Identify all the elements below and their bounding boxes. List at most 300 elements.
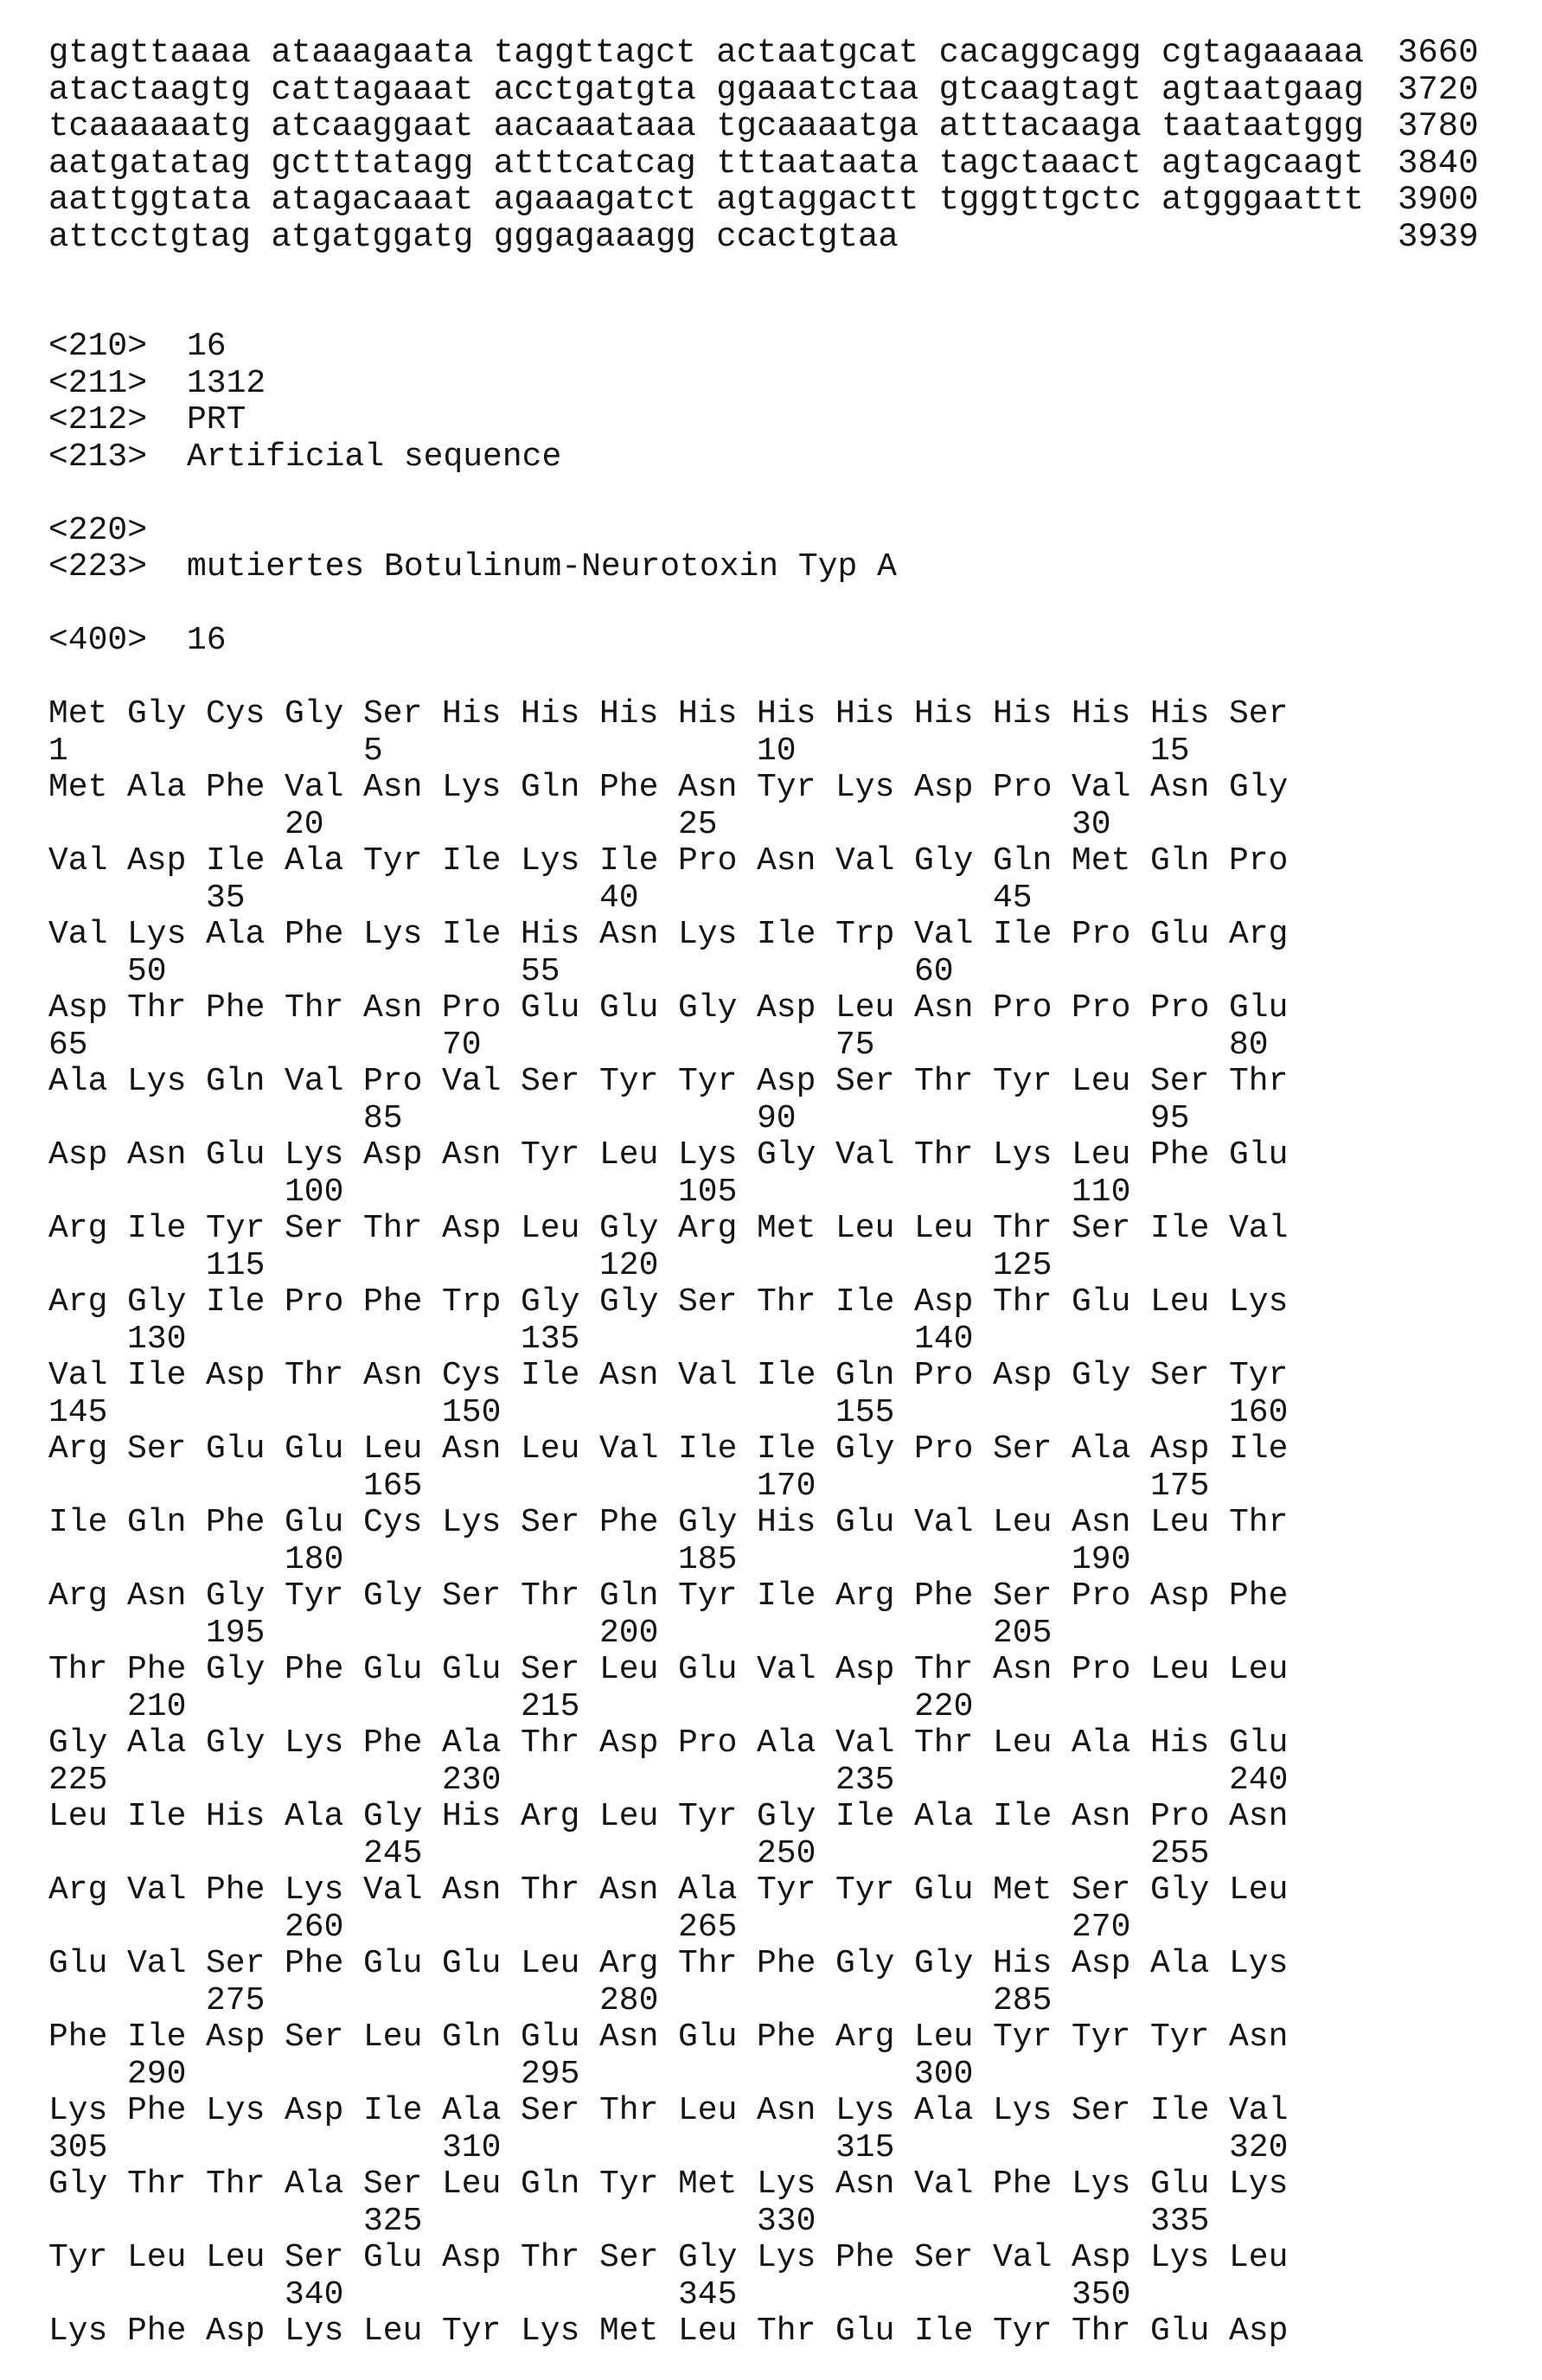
residue-number: 245 — [363, 1836, 422, 1873]
dna-position-number: 3720 — [1398, 72, 1479, 109]
residue: Leu — [1150, 1505, 1209, 1542]
residue: Glu — [1150, 2313, 1209, 2351]
residue: Ile — [48, 1505, 107, 1542]
residue: Ser — [1150, 1064, 1209, 1101]
protein-residue-line — [0, 1799, 1542, 1836]
residue-number: 170 — [757, 1468, 816, 1506]
residue: Ser — [521, 2093, 579, 2130]
protein-residue-line — [0, 843, 1542, 880]
field-tag: <400> — [48, 623, 147, 660]
residue-number-line — [0, 1615, 1542, 1653]
dna-group: aacaaataaa — [494, 108, 696, 145]
residue: Gly — [757, 1799, 816, 1836]
residue: Ile — [127, 1211, 186, 1248]
residue: Gly — [1229, 770, 1288, 807]
residue-number-line — [0, 954, 1542, 991]
residue-number: 5 — [363, 733, 383, 771]
residue: Thr — [914, 1725, 973, 1763]
residue: Val — [1229, 1211, 1288, 1248]
residue: Glu — [1150, 917, 1209, 954]
residue: Ala — [757, 1725, 816, 1763]
residue-number-line — [0, 1027, 1542, 1065]
residue-number: 125 — [993, 1248, 1052, 1285]
residue: Phe — [1150, 1137, 1209, 1174]
residue: Phe — [206, 1505, 265, 1542]
dna-group: acctgatgta — [494, 72, 696, 109]
residue: Tyr — [442, 2313, 501, 2351]
residue: Asn — [1072, 1505, 1130, 1542]
residue-number: 30 — [1072, 807, 1111, 844]
residue: Ile — [442, 843, 501, 880]
protein-residue-line — [0, 2166, 1542, 2204]
field-value: PRT — [187, 402, 246, 439]
residue: Thr — [1229, 1505, 1288, 1542]
residue-number-line — [0, 1689, 1542, 1726]
residue: Pro — [285, 1284, 343, 1321]
residue: Lys — [835, 2093, 894, 2130]
residue: Tyr — [757, 770, 816, 807]
residue: Ile — [599, 843, 658, 880]
residue: Ser — [521, 1652, 579, 1689]
residue-number: 40 — [599, 880, 639, 918]
residue: Arg — [835, 2019, 894, 2057]
residue: Leu — [914, 1211, 973, 1248]
residue: Lys — [127, 1064, 186, 1101]
residue: Ile — [757, 1578, 816, 1615]
dna-group: tgcaaaatga — [716, 108, 918, 145]
residue: Ile — [206, 843, 265, 880]
residue: Val — [363, 1872, 422, 1910]
residue: Ile — [757, 1431, 816, 1468]
residue: Asn — [835, 2166, 894, 2204]
residue: Glu — [914, 1872, 973, 1910]
residue: Lys — [48, 2313, 107, 2351]
dna-group: taataatggg — [1161, 108, 1364, 145]
dna-group: cacaggcagg — [939, 35, 1142, 72]
residue: Leu — [1150, 1284, 1209, 1321]
residue: Phe — [757, 1946, 816, 1983]
residue: Ala — [48, 1064, 107, 1101]
residue: Pro — [678, 843, 737, 880]
residue: Phe — [285, 1652, 343, 1689]
residue: Ile — [127, 1799, 186, 1836]
residue: Tyr — [363, 843, 422, 880]
residue: Thr — [757, 1284, 816, 1321]
protein-residue-line — [0, 1064, 1542, 1101]
residue: Arg — [48, 1578, 107, 1615]
dna-group: gtagttaaaa — [48, 35, 251, 72]
residue: Val — [1072, 770, 1130, 807]
dna-group: atactaagtg — [48, 72, 251, 109]
residue: Thr — [521, 1725, 579, 1763]
residue: Ile — [993, 1799, 1052, 1836]
residue: Lys — [1229, 1284, 1288, 1321]
residue-number: 25 — [678, 807, 718, 844]
residue: Lys — [678, 917, 737, 954]
residue-number: 110 — [1072, 1174, 1130, 1212]
dna-sequence-line — [0, 72, 1542, 109]
sequence-header-field — [0, 366, 1542, 403]
residue: Gly — [1150, 1872, 1209, 1910]
residue: His — [835, 696, 894, 733]
residue: Ala — [206, 917, 265, 954]
residue: Ala — [1072, 1725, 1130, 1763]
residue: Phe — [1229, 1578, 1288, 1615]
residue: Ala — [442, 1725, 501, 1763]
residue: Phe — [363, 1725, 422, 1763]
residue-number: 300 — [914, 2057, 973, 2094]
residue: Leu — [678, 2313, 737, 2351]
residue-number: 50 — [127, 954, 167, 991]
residue: Ala — [1150, 1946, 1209, 1983]
residue: Lys — [993, 1137, 1052, 1174]
residue-number-line — [0, 1763, 1542, 1800]
residue: Gly — [48, 1725, 107, 1763]
residue: Leu — [599, 1652, 658, 1689]
protein-residue-line — [0, 1137, 1542, 1174]
residue: Asp — [914, 1284, 973, 1321]
residue: Gly — [363, 1799, 422, 1836]
residue: Glu — [521, 990, 579, 1027]
residue: Met — [993, 1872, 1052, 1910]
dna-group: ccactgtaa — [716, 219, 899, 256]
dna-group: atgggaattt — [1161, 182, 1364, 219]
residue: Asn — [757, 843, 816, 880]
residue: Glu — [285, 1431, 343, 1468]
residue: Asp — [442, 1211, 501, 1248]
residue: Val — [285, 770, 343, 807]
residue: Thr — [678, 1946, 737, 1983]
residue-number: 160 — [1229, 1395, 1288, 1432]
residue: Asp — [1072, 1946, 1130, 1983]
residue: Glu — [206, 1137, 265, 1174]
residue-number: 220 — [914, 1689, 973, 1726]
residue: Lys — [1150, 2240, 1209, 2277]
residue: Asn — [1229, 1799, 1288, 1836]
residue: Leu — [1229, 1652, 1288, 1689]
dna-position-number: 3780 — [1398, 108, 1479, 145]
residue: Gly — [127, 696, 186, 733]
residue-number-line — [0, 1468, 1542, 1506]
residue: Met — [48, 770, 107, 807]
residue-number-line — [0, 1542, 1542, 1579]
residue: Phe — [757, 2019, 816, 2057]
residue: Pro — [1072, 1652, 1130, 1689]
residue: Arg — [599, 1946, 658, 1983]
residue-number-line — [0, 1174, 1542, 1212]
dna-group: atcaaggaat — [271, 108, 473, 145]
residue: Ala — [285, 1799, 343, 1836]
residue: Pro — [363, 1064, 422, 1101]
residue: Leu — [206, 2240, 265, 2277]
residue: Ser — [1229, 696, 1288, 733]
residue: Asn — [442, 1431, 501, 1468]
residue: Arg — [48, 1284, 107, 1321]
residue: Gly — [678, 1505, 737, 1542]
residue: Gly — [599, 1211, 658, 1248]
residue-number: 200 — [599, 1615, 658, 1653]
residue-number: 205 — [993, 1615, 1052, 1653]
residue-number: 155 — [835, 1395, 894, 1432]
residue: His — [993, 696, 1052, 733]
residue-number-line — [0, 733, 1542, 771]
residue: Val — [599, 1431, 658, 1468]
residue: His — [1072, 696, 1130, 733]
residue: Phe — [599, 770, 658, 807]
residue: Ile — [442, 917, 501, 954]
dna-group: tcaaaaaatg — [48, 108, 251, 145]
residue: Arg — [835, 1578, 894, 1615]
residue: Tyr — [206, 1211, 265, 1248]
dna-group: taggttagct — [494, 35, 696, 72]
residue: Leu — [835, 1211, 894, 1248]
residue: Met — [678, 2166, 737, 2204]
residue: Asp — [206, 2313, 265, 2351]
residue: Thr — [206, 2166, 265, 2204]
dna-position-number: 3939 — [1398, 219, 1479, 256]
residue: His — [1150, 696, 1209, 733]
residue: Ile — [678, 1431, 737, 1468]
residue-number: 1 — [48, 733, 68, 771]
residue: Trp — [835, 917, 894, 954]
residue: Arg — [521, 1799, 579, 1836]
residue: Glu — [1072, 1284, 1130, 1321]
residue: Lys — [757, 2240, 816, 2277]
dna-group: cgtagaaaaa — [1161, 35, 1364, 72]
residue: Asp — [442, 2240, 501, 2277]
residue-number: 240 — [1229, 1763, 1288, 1800]
dna-sequence-line — [0, 182, 1542, 219]
dna-group: tgggttgctc — [939, 182, 1142, 219]
residue: Pro — [1072, 990, 1130, 1027]
dna-group: ataaagaata — [271, 35, 473, 72]
residue: Ser — [442, 1578, 501, 1615]
dna-sequence-line — [0, 145, 1542, 182]
field-tag: <211> — [48, 366, 147, 403]
dna-group: atgatggatg — [271, 219, 473, 256]
field-tag: <223> — [48, 549, 147, 586]
residue: Gly — [363, 1578, 422, 1615]
residue: Gly — [521, 1284, 579, 1321]
residue: Asp — [835, 1652, 894, 1689]
residue-number: 90 — [757, 1101, 797, 1138]
sequence-header-field — [0, 402, 1542, 439]
protein-residue-line — [0, 770, 1542, 807]
residue-number: 130 — [127, 1321, 186, 1359]
residue: Thr — [521, 1872, 579, 1910]
residue: Leu — [1150, 1652, 1209, 1689]
dna-position-number: 3900 — [1398, 182, 1479, 219]
residue: His — [757, 1505, 816, 1542]
residue: Glu — [678, 2019, 737, 2057]
residue: Val — [914, 2166, 973, 2204]
residue: Gly — [206, 1652, 265, 1689]
residue: Ile — [127, 2019, 186, 2057]
residue-number: 45 — [993, 880, 1033, 918]
dna-position-number: 3660 — [1398, 35, 1479, 72]
residue: Phe — [285, 1946, 343, 1983]
residue: Asn — [757, 2093, 816, 2130]
protein-residue-line — [0, 1431, 1542, 1468]
residue: Glu — [1229, 1137, 1288, 1174]
residue-number: 215 — [521, 1689, 579, 1726]
dna-group: atttacaaga — [939, 108, 1142, 145]
residue: Ser — [914, 2240, 973, 2277]
residue: Ala — [127, 770, 186, 807]
residue: Thr — [285, 990, 343, 1027]
residue: Ile — [521, 1358, 579, 1395]
residue: Val — [442, 1064, 501, 1101]
residue: Glu — [285, 1505, 343, 1542]
residue: His — [1150, 1725, 1209, 1763]
residue: Glu — [835, 2313, 894, 2351]
residue-number-line — [0, 880, 1542, 918]
residue: Ser — [285, 2240, 343, 2277]
residue: Cys — [206, 696, 265, 733]
residue: Asp — [1150, 1431, 1209, 1468]
residue: Ile — [757, 1358, 816, 1395]
protein-residue-line — [0, 1505, 1542, 1542]
residue: Leu — [1229, 1872, 1288, 1910]
residue: Tyr — [678, 1799, 737, 1836]
residue: Pro — [442, 990, 501, 1027]
residue: Glu — [678, 1652, 737, 1689]
residue: Gly — [48, 2166, 107, 2204]
residue: Ala — [914, 2093, 973, 2130]
residue: Thr — [48, 1652, 107, 1689]
protein-residue-line — [0, 2019, 1542, 2057]
residue: Lys — [1229, 1946, 1288, 1983]
residue-number: 70 — [442, 1027, 482, 1065]
residue: Ile — [1150, 1211, 1209, 1248]
residue: Ser — [206, 1946, 265, 1983]
residue: Arg — [678, 1211, 737, 1248]
field-tag: <210> — [48, 329, 147, 366]
dna-group: agtagcaagt — [1161, 145, 1364, 182]
residue-number: 290 — [127, 2057, 186, 2094]
residue: Asp — [757, 1064, 816, 1101]
dna-group: gtcaagtagt — [939, 72, 1142, 109]
residue: Asn — [599, 917, 658, 954]
residue: Asp — [285, 2093, 343, 2130]
residue: Gly — [127, 1284, 186, 1321]
protein-residue-line — [0, 1652, 1542, 1689]
residue: Val — [993, 2240, 1052, 2277]
residue: Ile — [206, 1284, 265, 1321]
residue: Ser — [1072, 1872, 1130, 1910]
protein-residue-line — [0, 2240, 1542, 2277]
residue: Asn — [363, 770, 422, 807]
residue: Gly — [678, 2240, 737, 2277]
residue: Gln — [835, 1358, 894, 1395]
residue: Ile — [1150, 2093, 1209, 2130]
residue: Pro — [1150, 1799, 1209, 1836]
residue: Lys — [442, 1505, 501, 1542]
residue: Ser — [363, 696, 422, 733]
residue: Tyr — [757, 1872, 816, 1910]
residue: Thr — [1229, 1064, 1288, 1101]
residue: Ser — [127, 1431, 186, 1468]
residue: Lys — [285, 1872, 343, 1910]
residue-number: 175 — [1150, 1468, 1209, 1506]
residue-number-line — [0, 2204, 1542, 2241]
residue: Gly — [285, 696, 343, 733]
residue: Phe — [363, 1284, 422, 1321]
residue: Tyr — [835, 1872, 894, 1910]
residue-number-line — [0, 1101, 1542, 1138]
residue-number: 65 — [48, 1027, 88, 1065]
residue: Lys — [285, 2313, 343, 2351]
residue-number: 325 — [363, 2204, 422, 2241]
residue: His — [521, 917, 579, 954]
residue-number-line — [0, 2277, 1542, 2314]
protein-residue-line — [0, 2313, 1542, 2351]
residue: Tyr — [521, 1137, 579, 1174]
residue: Lys — [285, 1725, 343, 1763]
residue: Gly — [835, 1431, 894, 1468]
residue: Lys — [363, 917, 422, 954]
residue: Leu — [127, 2240, 186, 2277]
dna-group: gggagaaagg — [494, 219, 696, 256]
residue: Asn — [442, 1872, 501, 1910]
residue: Phe — [127, 1652, 186, 1689]
residue: Lys — [127, 917, 186, 954]
residue: Gly — [835, 1946, 894, 1983]
residue: Thr — [993, 1211, 1052, 1248]
residue: Gly — [914, 843, 973, 880]
residue: His — [993, 1946, 1052, 1983]
residue: Gln — [599, 1578, 658, 1615]
residue-number-line — [0, 1983, 1542, 2020]
residue: Val — [48, 843, 107, 880]
protein-residue-line — [0, 1358, 1542, 1395]
residue-number: 305 — [48, 2130, 107, 2167]
residue: Lys — [1229, 2166, 1288, 2204]
residue: Tyr — [599, 1064, 658, 1101]
residue: Lys — [206, 2093, 265, 2130]
residue: Tyr — [993, 1064, 1052, 1101]
residue-number: 135 — [521, 1321, 579, 1359]
residue: Asn — [1229, 2019, 1288, 2057]
residue: Phe — [599, 1505, 658, 1542]
residue: Ser — [599, 2240, 658, 2277]
residue-number: 95 — [1150, 1101, 1190, 1138]
residue: Thr — [914, 1652, 973, 1689]
residue-number: 75 — [835, 1027, 875, 1065]
residue: Val — [914, 1505, 973, 1542]
residue: Thr — [914, 1137, 973, 1174]
residue: Phe — [914, 1578, 973, 1615]
residue: Val — [1229, 2093, 1288, 2130]
residue-number: 150 — [442, 1395, 501, 1432]
residue-number: 315 — [835, 2130, 894, 2167]
protein-residue-line — [0, 1946, 1542, 1983]
residue: Asn — [599, 2019, 658, 2057]
residue: Tyr — [48, 2240, 107, 2277]
residue: Tyr — [678, 1064, 737, 1101]
residue: Ser — [285, 1211, 343, 1248]
residue-number: 285 — [993, 1983, 1052, 2020]
residue: Leu — [363, 2019, 422, 2057]
residue: Gln — [993, 843, 1052, 880]
residue-number: 230 — [442, 1763, 501, 1800]
residue: Thr — [127, 990, 186, 1027]
residue: Val — [48, 1358, 107, 1395]
residue: Ser — [363, 2166, 422, 2204]
residue: Leu — [363, 2313, 422, 2351]
residue: Ala — [285, 843, 343, 880]
residue: Leu — [835, 990, 894, 1027]
